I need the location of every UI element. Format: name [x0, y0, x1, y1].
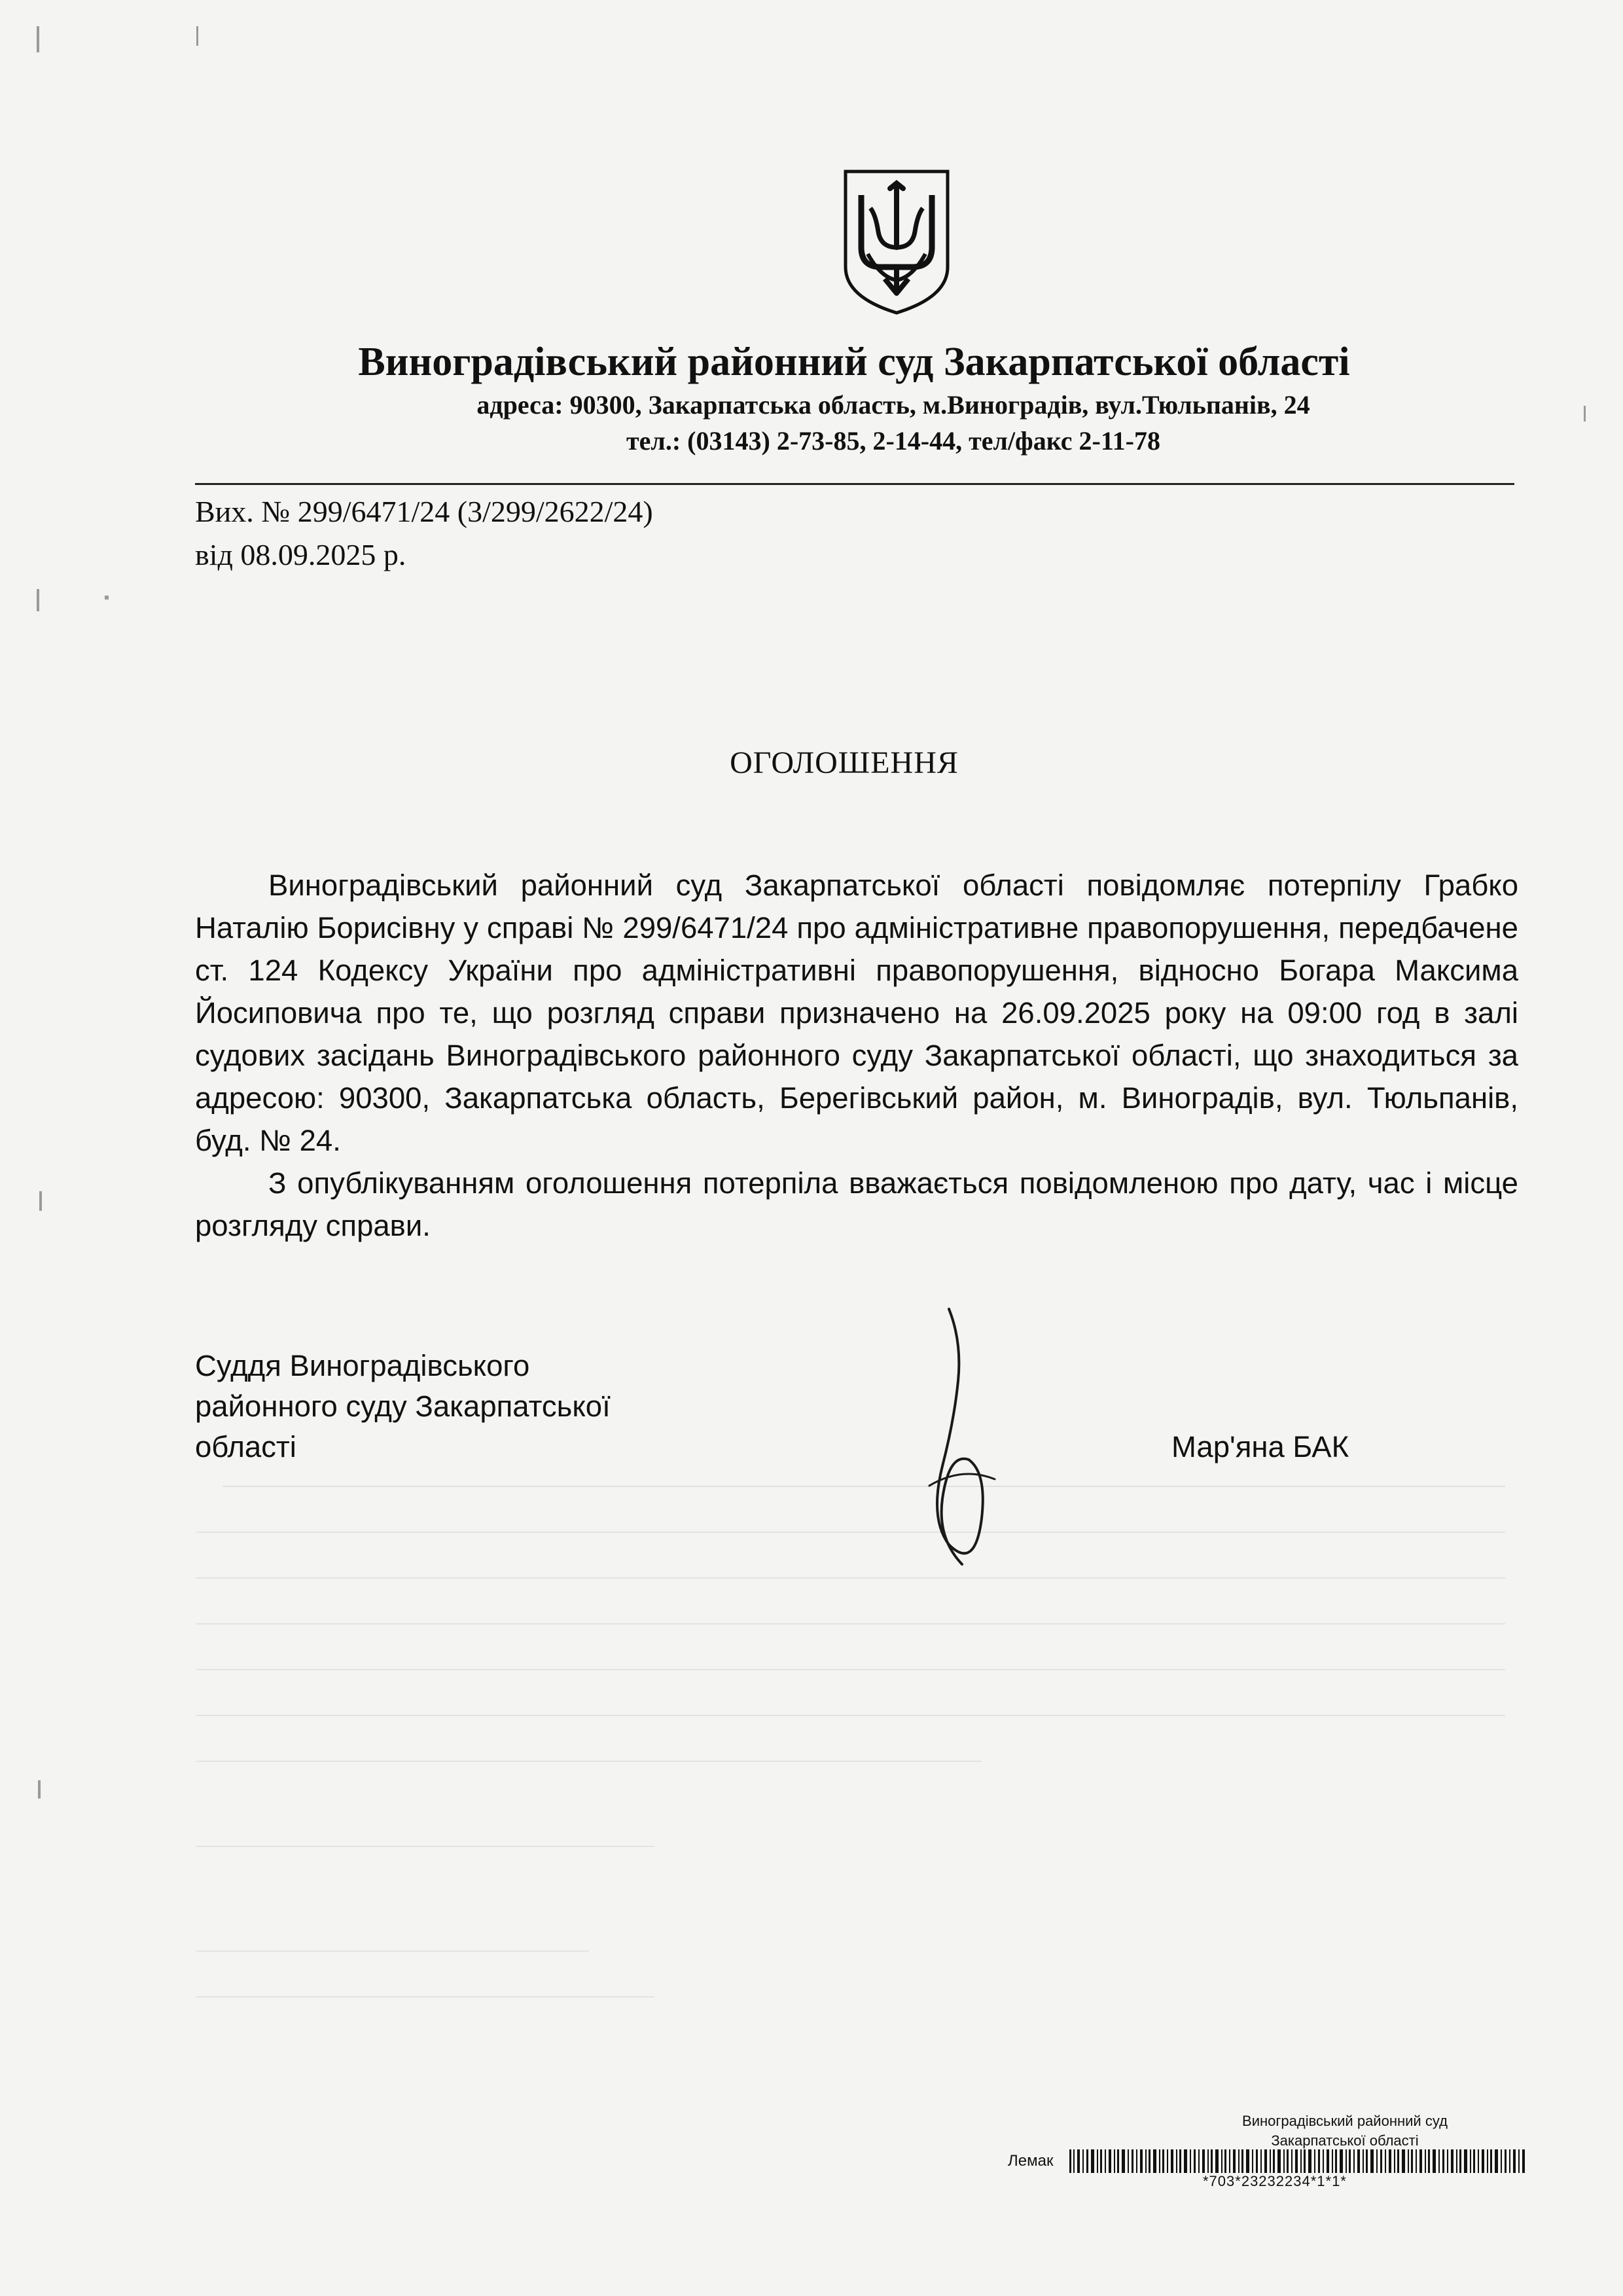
header-divider: [195, 483, 1514, 485]
scan-mark: [196, 26, 198, 46]
scan-mark: [39, 1191, 42, 1211]
clerk-name: Лемак: [1008, 2152, 1054, 2170]
barcode: [1069, 2149, 1527, 2173]
barcode-number: *703*23232234*1*1*: [1203, 2173, 1347, 2189]
judge-position: [195, 1346, 611, 1467]
scan-mark: [105, 596, 109, 600]
announcement-paragraph: З опублікуванням оголошення потерпіла вважається повідомленою про дату, час і місце розгляду справи.: [195, 1166, 1518, 1242]
announcement-paragraph: Виноградівський районний суд Закарпатської області повідомляє потерпілу Грабко Наталію Борисівну у справі № 299/6471/24 про адміністративне правопорушення, передбачене ст. 124 Кодексу України про адміністративні правопорушення, відносно Богара Максима Йосиповича про те, що розгляд справи призначено на 26.09.2025 року на 09:00 год в залі судових засідань Виноградівського районного суду Закарпатської області, що знаходиться за адресою: 90300, Закарпатська область, Берегівський район, м. Виноградів, вул. Тюльпанів, буд. № 24.: [195, 869, 1518, 1157]
outgoing-date: від 08.09.2025 р.: [195, 538, 406, 571]
scan-mark: [38, 1780, 41, 1799]
outgoing-number: Вих. № 299/6471/24 (3/299/2622/24): [195, 495, 653, 528]
registry-court-line: Закарпатської області: [1271, 2132, 1419, 2149]
registry-stamp: [1175, 2111, 1515, 2151]
announcement-body: [195, 864, 1518, 1247]
trident-emblem-icon: [842, 169, 952, 315]
bleed-through-area: [196, 1466, 1518, 2055]
court-address: адреса: 90300, Закарпатська область, м.Виноградів, вул.Тюльпанів, 24: [476, 390, 1310, 420]
court-name-heading: Виноградівський районний суд Закарпатської області: [358, 340, 1350, 384]
court-phones: тел.: (03143) 2-73-85, 2-14-44, тел/факс 2-11-78: [626, 426, 1160, 456]
handwritten-signature: [903, 1302, 1014, 1577]
judge-name: Мар'яна БАК: [1171, 1430, 1349, 1463]
judge-position-line: області: [195, 1430, 296, 1463]
document-title: ОГОЛОШЕННЯ: [730, 745, 959, 780]
registry-court-line: Виноградівський районний суд: [1242, 2113, 1448, 2129]
scan-mark: [37, 589, 39, 611]
judge-position-line: Суддя Виноградівського: [195, 1349, 530, 1382]
judge-position-line: районного суду Закарпатської: [195, 1390, 611, 1423]
scan-mark: [37, 26, 39, 52]
